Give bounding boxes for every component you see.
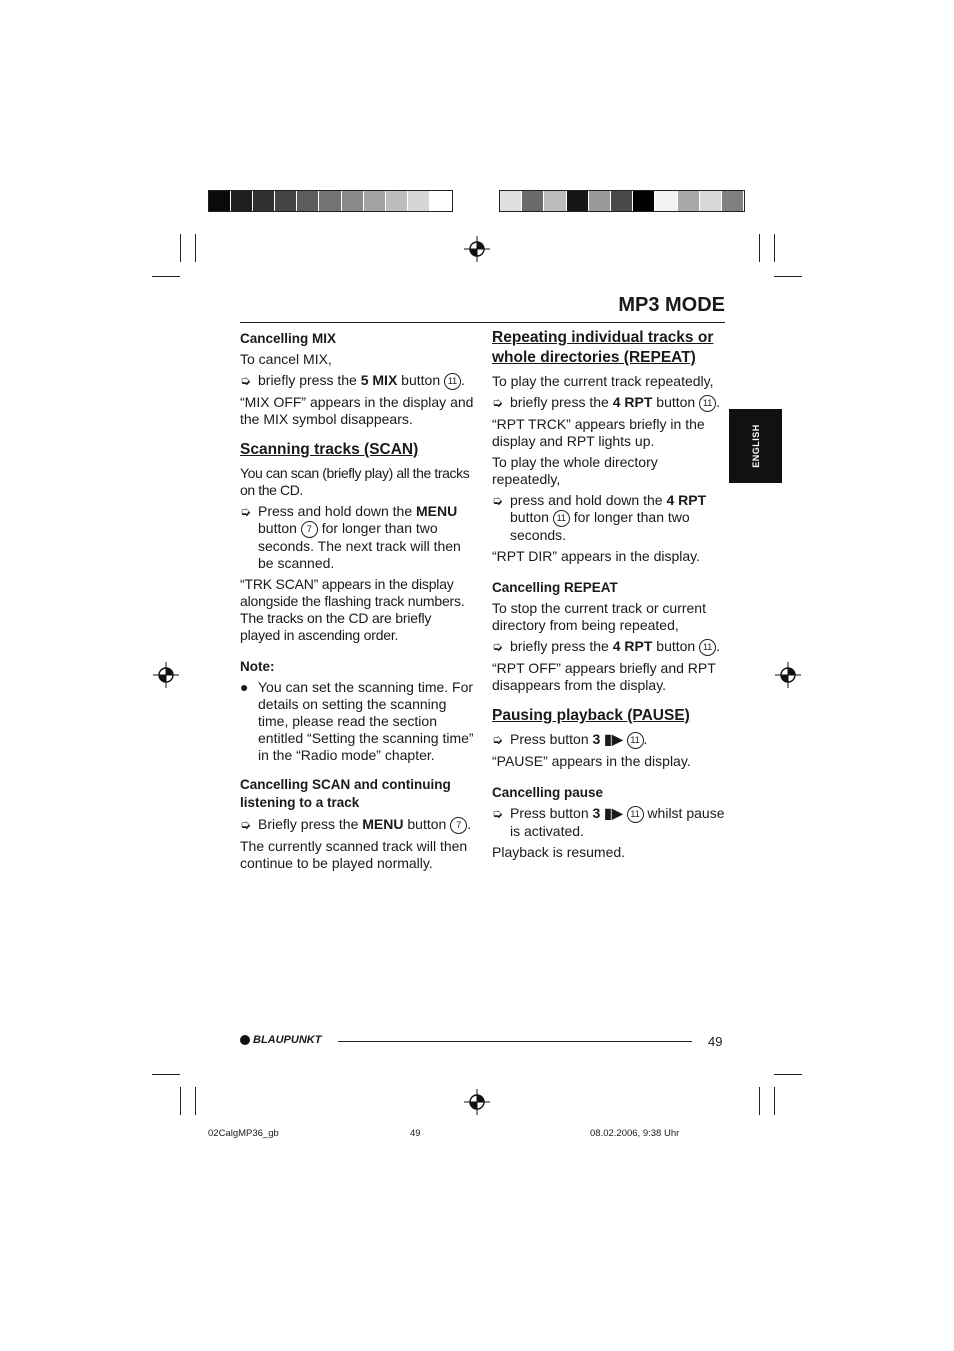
footer-rule (338, 1041, 692, 1042)
note-text: You can set the scanning time. For details on setting the scanning time, please read the section entitled “Setting the scanning time” in the “Radio mode” chapter. (258, 679, 474, 763)
color-calibration-bar-left (208, 190, 453, 212)
cancel-scan-step (240, 816, 474, 834)
step-text: press and hold down the 4 RPT button 11 for longer than two seconds. (510, 492, 707, 543)
brand-dot-icon (240, 1035, 250, 1045)
note-heading: Note: (240, 659, 275, 674)
color-swatch (386, 191, 408, 211)
scan-intro: You can scan (briefly play) all the tracks on the CD. (240, 465, 470, 498)
color-swatch (297, 191, 319, 211)
color-swatch (544, 191, 566, 211)
registration-mark-icon (464, 236, 490, 262)
crop-mark (774, 234, 775, 262)
color-swatch (567, 191, 589, 211)
color-swatch (408, 191, 430, 211)
step-text: Briefly press the MENU button 7 . (258, 816, 472, 832)
cancel-repeat-step (492, 638, 726, 656)
button-number-badge: 7 (301, 521, 318, 538)
crop-mark (774, 276, 802, 277)
note-bullet (240, 679, 474, 764)
color-swatch (522, 191, 544, 211)
pause-step (492, 731, 726, 749)
button-number-badge: 11 (699, 639, 716, 656)
step-text: briefly press the 5 MIX button 11 . (258, 372, 465, 388)
arrow-icon: ➭ (492, 732, 503, 747)
button-number-badge: 7 (450, 817, 467, 834)
right-column (492, 328, 726, 865)
cancel-scan-heading: Cancelling SCAN and continuing listening to a track (240, 777, 451, 810)
crop-mark (759, 234, 760, 262)
color-swatch (231, 191, 253, 211)
step-text: briefly press the 4 RPT button 11 . (510, 394, 720, 410)
repeat-dir-intro: To play the whole directory repeatedly, (492, 454, 658, 487)
repeat-intro: To play the current track repeatedly, (492, 373, 714, 389)
color-swatch (319, 191, 341, 211)
color-swatch (611, 191, 633, 211)
scan-result: “TRK SCAN” appears in the display alongside the flashing track numbers. The tracks on the CD are briefly played in ascending order. (240, 576, 465, 643)
arrow-icon: ➭ (492, 395, 503, 410)
button-number-badge: 11 (444, 373, 461, 390)
print-meta-page: 49 (410, 1128, 421, 1139)
cancel-pause-result: Playback is resumed. (492, 844, 626, 860)
color-swatch (364, 191, 386, 211)
color-calibration-bar-right (499, 190, 745, 212)
language-tab (729, 409, 782, 483)
registration-mark-icon (464, 1089, 490, 1115)
arrow-icon: ➭ (240, 817, 251, 832)
color-swatch (209, 191, 231, 211)
bullet-icon: ● (240, 679, 249, 695)
arrow-icon: ➭ (240, 373, 251, 388)
crop-mark (152, 276, 180, 277)
color-swatch (633, 191, 655, 211)
crop-mark (180, 234, 181, 262)
repeat-step-2 (492, 492, 726, 544)
brand-name: BLAUPUNKT (253, 1034, 322, 1046)
cancel-repeat-heading: Cancelling REPEAT (492, 580, 618, 595)
step-text: briefly press the 4 RPT button 11 . (510, 638, 720, 654)
left-column (240, 328, 474, 876)
button-number-badge: 11 (627, 806, 644, 823)
crop-mark (195, 234, 196, 262)
language-tab-label: ENGLISH (750, 424, 761, 468)
repeat-step-1 (492, 394, 726, 412)
button-number-badge: 11 (553, 510, 570, 527)
arrow-icon: ➭ (492, 806, 503, 821)
repeat-result-2: “RPT DIR” appears in the display. (492, 548, 701, 564)
color-swatch (275, 191, 297, 211)
step-text: Press and hold down the MENU button 7 for longer than two seconds. The next track will then be scanned. (258, 503, 461, 571)
cancel-scan-result: The currently scanned track will then continue to be played normally. (240, 838, 468, 871)
crop-mark (195, 1087, 196, 1115)
scan-heading: Scanning tracks (SCAN) (240, 441, 419, 458)
cancel-mix-step (240, 372, 474, 390)
title-rule (240, 322, 725, 323)
brand-logo (240, 1034, 321, 1046)
registration-mark-icon (153, 662, 179, 688)
crop-mark (759, 1087, 760, 1115)
color-swatch (253, 191, 275, 211)
arrow-icon: ➭ (492, 639, 503, 654)
step-text: Press button 3 ▮▶ 11 whilst pause is activated. (510, 805, 725, 839)
cancel-mix-intro: To cancel MIX, (240, 351, 332, 367)
print-meta-file: 02CalgMP36_gb (208, 1128, 279, 1139)
print-meta-date: 08.02.2006, 9:38 Uhr (590, 1128, 680, 1139)
cancel-pause-heading: Cancelling pause (492, 785, 604, 800)
pause-result: “PAUSE” appears in the display. (492, 753, 691, 769)
button-number-badge: 11 (627, 732, 644, 749)
color-swatch (722, 191, 744, 211)
color-swatch (589, 191, 611, 211)
cancel-pause-step (492, 805, 726, 840)
page-number: 49 (708, 1034, 723, 1049)
color-swatch (342, 191, 364, 211)
crop-mark (774, 1074, 802, 1075)
arrow-icon: ➭ (492, 493, 503, 508)
color-swatch (678, 191, 700, 211)
color-swatch (700, 191, 722, 211)
color-swatch (430, 191, 452, 211)
repeat-result-1: “RPT TRCK” appears briefly in the display and RPT lights up. (492, 416, 705, 449)
pause-heading: Pausing playback (PAUSE) (492, 707, 690, 724)
cancel-mix-result: “MIX OFF” appears in the display and the MIX symbol disappears. (240, 394, 474, 427)
cancel-repeat-intro: To stop the current track or current directory from being repeated, (492, 600, 706, 633)
crop-mark (774, 1087, 775, 1115)
cancel-repeat-result: “RPT OFF” appears briefly and RPT disappears from the display. (492, 660, 716, 693)
button-number-badge: 11 (699, 395, 716, 412)
color-swatch (500, 191, 522, 211)
arrow-icon: ➭ (240, 504, 251, 519)
page-title: MP3 MODE (618, 294, 725, 316)
cancel-mix-heading: Cancelling MIX (240, 331, 337, 346)
repeat-heading: Repeating individual tracks or whole directories (REPEAT) (492, 329, 714, 366)
crop-mark (152, 1074, 180, 1075)
color-swatch (655, 191, 677, 211)
scan-step (240, 503, 474, 572)
crop-mark (180, 1087, 181, 1115)
step-text: Press button 3 ▮▶ 11 . (510, 731, 648, 747)
registration-mark-icon (775, 662, 801, 688)
